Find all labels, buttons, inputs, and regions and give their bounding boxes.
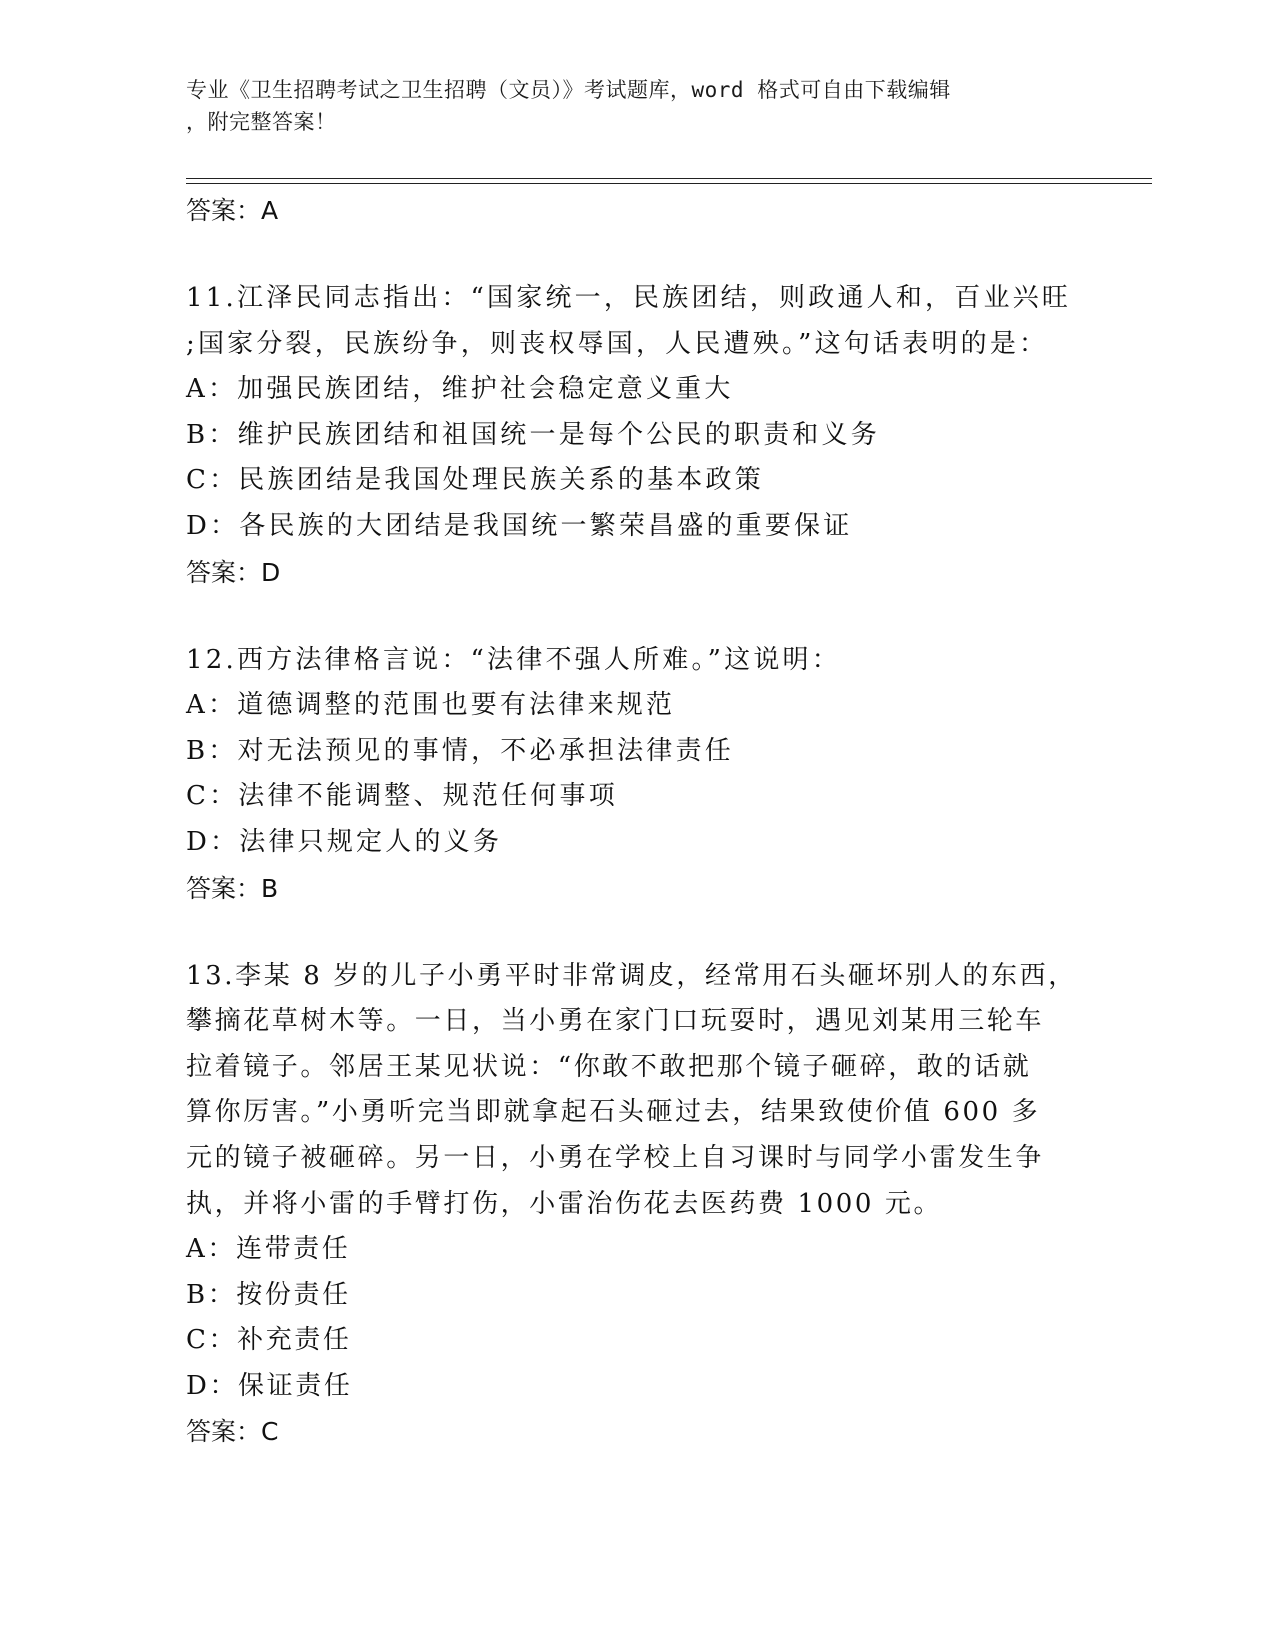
question-text-line: 拉着镜子。邻居王某见状说：“你敢不敢把那个镜子砸碎，敢的话就 <box>186 1051 1032 1082</box>
answer-label: 答案：C <box>186 1417 279 1447</box>
question-13 <box>186 954 1086 1456</box>
option-c: C：补充责任 <box>186 1325 352 1356</box>
question-text-line: 攀摘花草树木等。一日，当小勇在家门口玩耍时，遇见刘某用三轮车 <box>186 1006 1045 1037</box>
question-text-line: 13.李某 8 岁的儿子小勇平时非常调皮，经常用石头砸坏别人的东西， <box>186 960 1077 991</box>
header-line-2: ，附完整答案！ <box>186 110 337 134</box>
question-text-line: 算你厉害。”小勇听完当即就拿起石头砸过去，结果致使价值 600 多 <box>186 1097 1041 1128</box>
question-text-line: 元的镜子被砸碎。另一日，小勇在学校上自习课时与同学小雷发生争 <box>186 1142 1045 1173</box>
option-a: A：连带责任 <box>186 1234 351 1265</box>
question-12 <box>186 638 1086 912</box>
option-b: B：维护民族团结和祖国统一是每个公民的职责和义务 <box>186 419 880 450</box>
answer-label: 答案：B <box>186 873 279 903</box>
question-text-line: 11.江泽民同志指出：“国家统一，民族团结，则政通人和，百业兴旺 <box>186 283 1072 313</box>
option-c: C：民族团结是我国处理民族关系的基本政策 <box>186 465 764 496</box>
header-divider-bottom <box>186 183 1152 184</box>
question-text-line: 执，并将小雷的手臂打伤，小雷治伤花去医药费 1000 元。 <box>186 1188 943 1219</box>
answer-label: 答案：D <box>186 557 281 587</box>
question-text-line: ;国家分裂，民族纷争，则丧权辱国，人民遭殃。”这句话表明的是： <box>186 328 1049 359</box>
option-a: A：道德调整的范围也要有法律来规范 <box>186 690 676 721</box>
option-a: A：加强民族团结，维护社会稳定意义重大 <box>186 374 734 405</box>
option-c: C：法律不能调整、规范任何事项 <box>186 781 618 812</box>
header-divider-top <box>186 178 1152 179</box>
question-11 <box>186 276 1086 596</box>
document-header <box>186 74 1066 138</box>
option-d: D：保证责任 <box>186 1370 353 1401</box>
header-line-1: 专业《卫生招聘考试之卫生招聘（文员）》考试题库，word 格式可自由下载编辑 <box>186 78 951 102</box>
previous-answer: 答案：A <box>186 196 279 225</box>
question-list <box>186 188 1086 1455</box>
question-text-line: 12.西方法律格言说：“法律不强人所难。”这说明： <box>186 644 841 675</box>
option-d: D：法律只规定人的义务 <box>186 826 503 857</box>
option-b: B：按份责任 <box>186 1279 351 1310</box>
option-b: B：对无法预见的事情，不必承担法律责任 <box>186 735 734 766</box>
option-d: D：各民族的大团结是我国统一繁荣昌盛的重要保证 <box>186 510 853 541</box>
